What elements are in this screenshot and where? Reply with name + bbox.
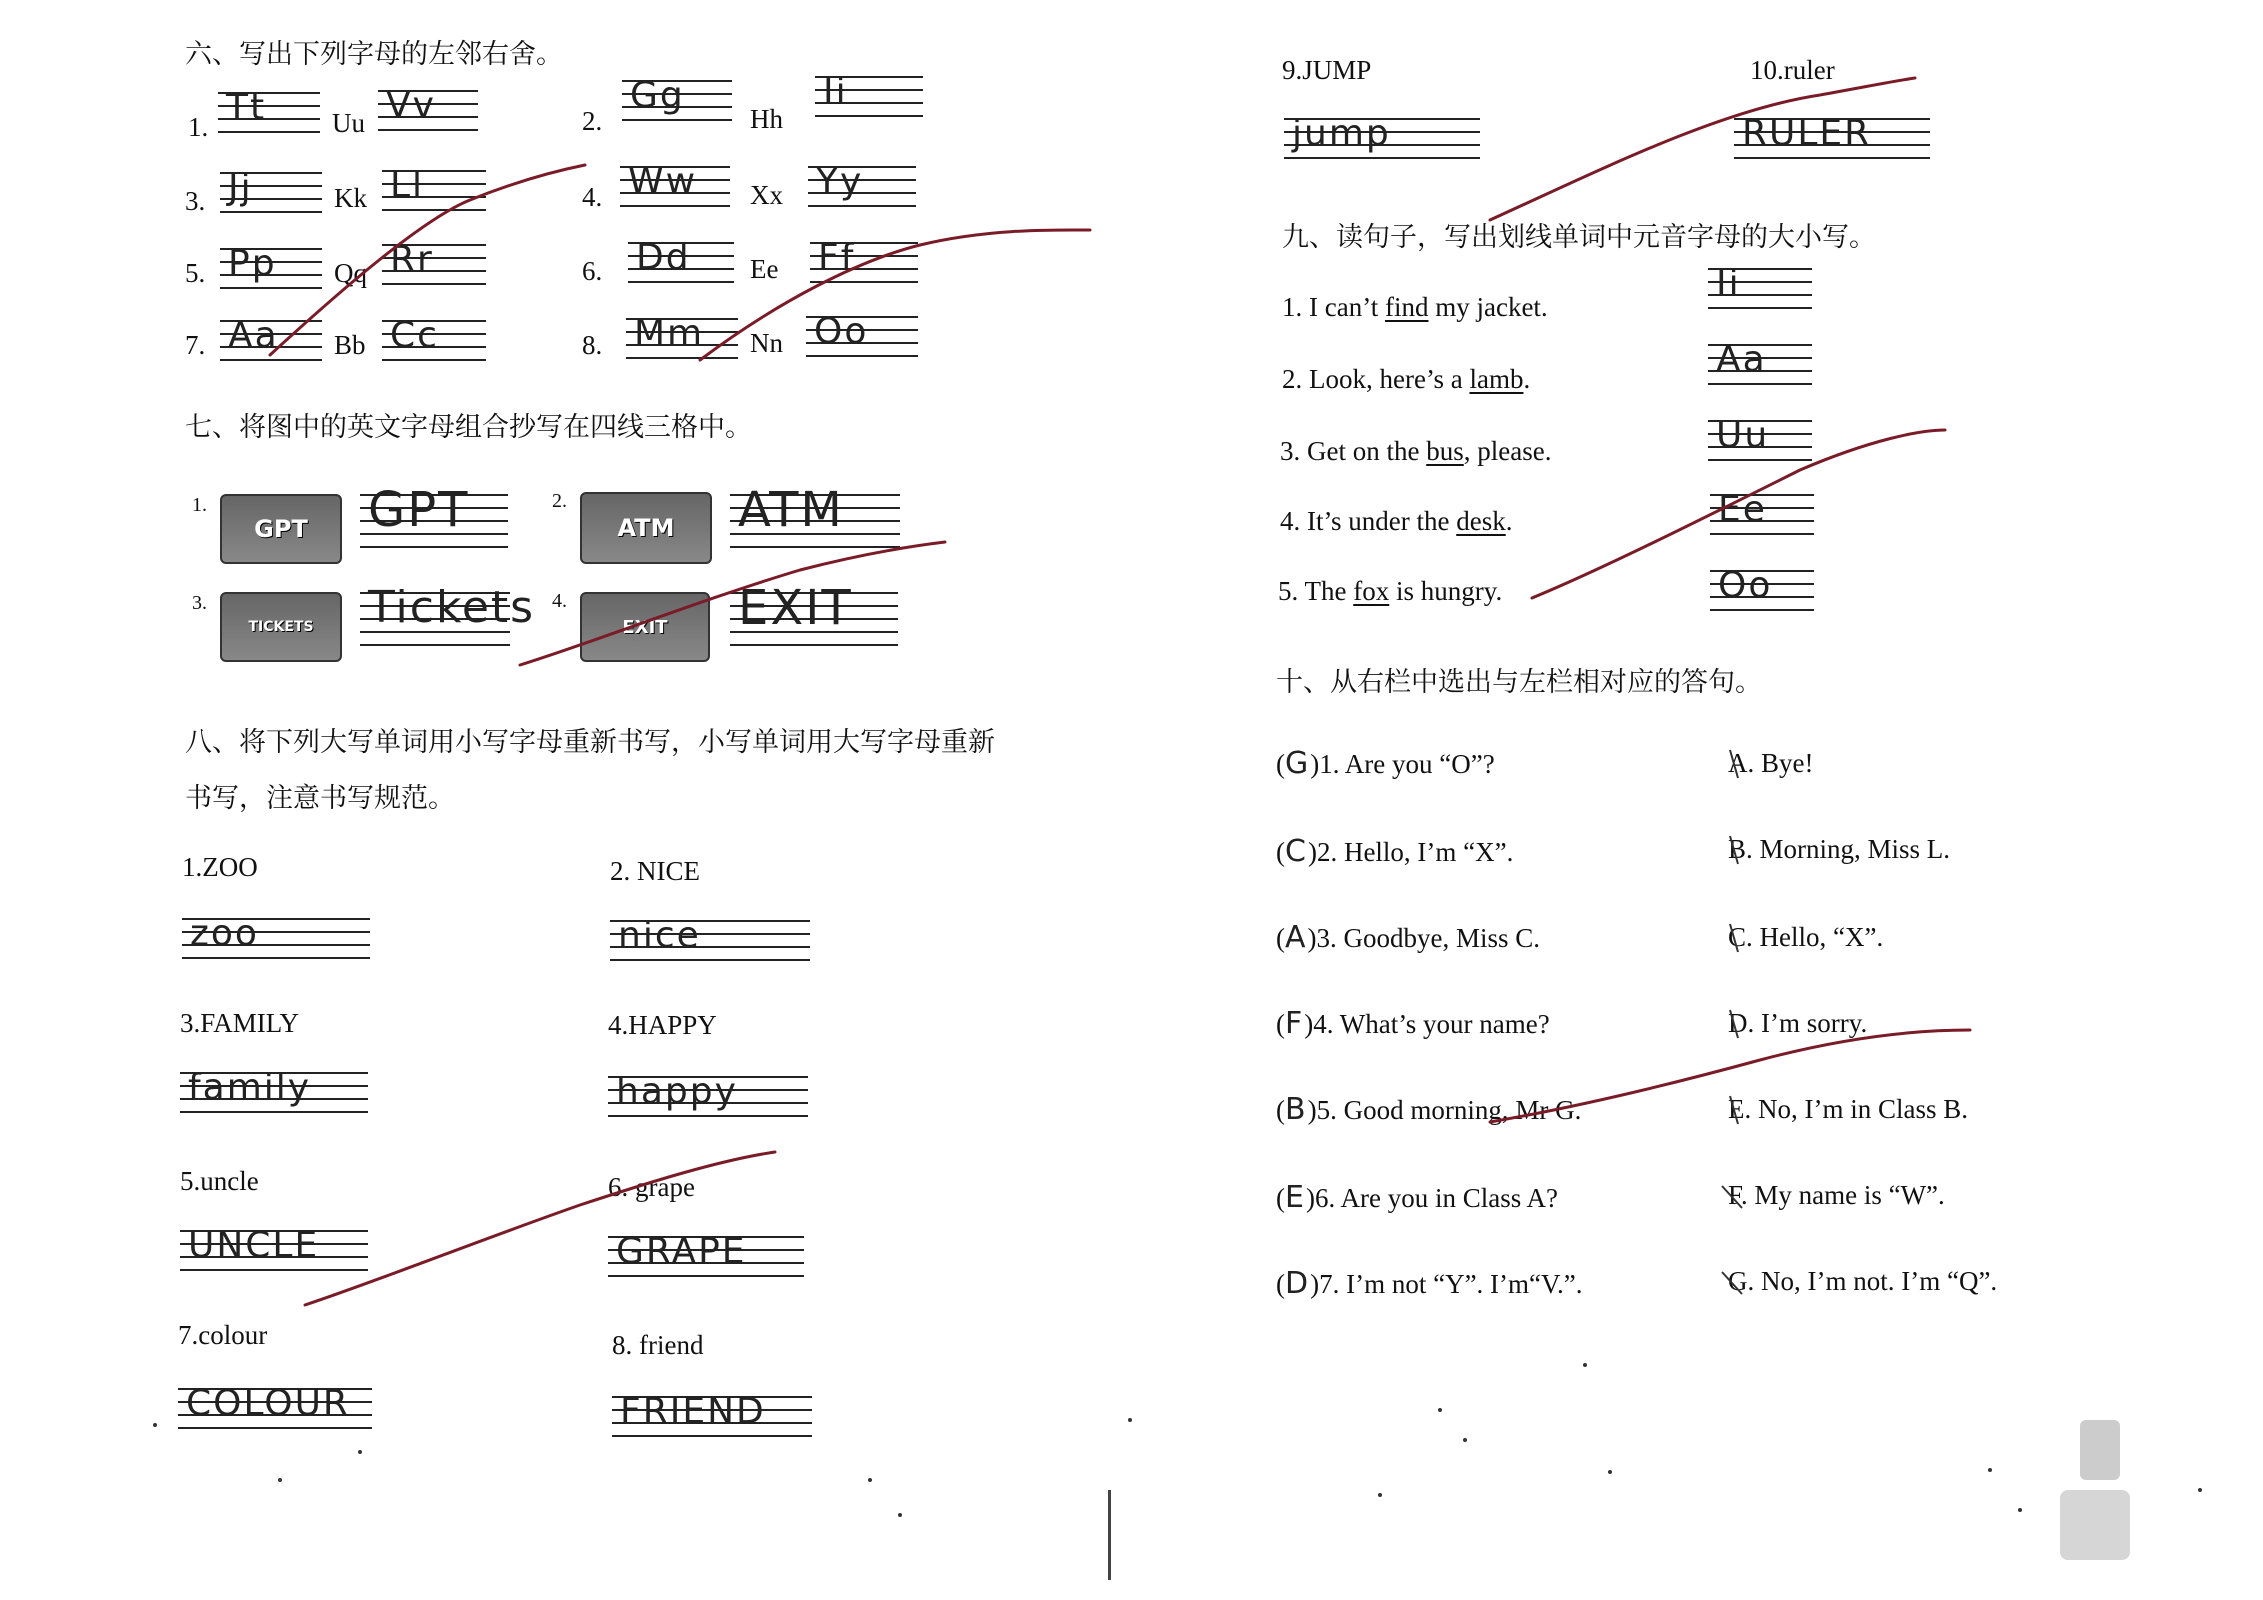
answer-left: Jj [220, 172, 322, 224]
option-tick-marks [1722, 750, 1742, 1294]
handwritten-answer: G [1285, 746, 1311, 781]
answer-lines: Aa [1708, 344, 1812, 396]
answer-lines: Oo [1710, 570, 1814, 622]
sentence: 5. The fox is hungry. [1278, 576, 1503, 606]
handwritten-answer: E [1285, 1180, 1306, 1215]
answer-lines: COLOUR [178, 1388, 372, 1438]
sec10-right-F: F. My name is “W”. [1728, 1180, 1945, 1210]
answer-left: Aa [220, 320, 322, 372]
sec10-left-3: (A)3. Goodbye, Miss C. [1276, 920, 1541, 955]
scan-line [1108, 1490, 1111, 1580]
handwritten-answer: C [1285, 834, 1308, 869]
section10-heading: 十、从右栏中选出与左栏相对应的答句。 [1276, 667, 1762, 698]
item-number: 1. [192, 494, 207, 516]
sec10-right-G: G. No, I’m not. I’m “Q”. [1728, 1266, 1998, 1296]
check-mark-sec7 [520, 542, 945, 665]
item-number: 1. [188, 112, 209, 142]
answer-lines: Ee [1710, 494, 1814, 546]
scan-noise [153, 1363, 2202, 1517]
sec10-right-A: A. Bye! [1728, 748, 1814, 778]
section6-heading: 六、写出下列字母的左邻右舍。 [185, 39, 563, 70]
word-label: 10.ruler [1750, 55, 1835, 85]
answer-lines: family [180, 1072, 368, 1122]
item-number: 4. [552, 590, 567, 612]
item-number: 3. [185, 186, 206, 216]
sec10-left-2: (C)2. Hello, I’m “X”. [1276, 834, 1514, 869]
given-letter: Uu [332, 108, 365, 138]
answer-right: Vv [378, 90, 478, 142]
sec10-right-C: C. Hello, “X”. [1728, 922, 1884, 952]
answer-right: Ii [815, 76, 923, 128]
answer-lines: zoo [182, 918, 370, 968]
answer-left: Tt [218, 92, 320, 144]
section8-heading-line1: 八、将下列大写单词用小写字母重新书写，小写单词用大写字母重新 [185, 727, 995, 758]
underlined-word: bus [1426, 436, 1464, 466]
handwritten-answer: B [1285, 1092, 1308, 1127]
answer-right: Oo [806, 316, 918, 368]
check-mark-sec6-right [700, 230, 1090, 360]
item-number: 8. [582, 330, 603, 360]
item-number: 2. [552, 490, 567, 512]
underlined-word: desk [1456, 506, 1506, 536]
answer-right: Yy [808, 166, 916, 218]
underlined-word: find [1384, 292, 1429, 322]
sec10-left-7: (D)7. I’m not “Y”. I’m“V.”. [1276, 1266, 1583, 1301]
handwritten-answer: F [1285, 1006, 1305, 1041]
item-number: 5. [185, 258, 206, 288]
answer-lines: GRAPE [608, 1236, 804, 1286]
gpt-image: GPT [220, 494, 342, 564]
answer-left: Gg [622, 80, 732, 132]
answer-left: Ww [620, 166, 730, 218]
sec10-right-D: D. I’m sorry. [1728, 1008, 1868, 1038]
answer-lines: Tickets [360, 592, 510, 656]
corner-stamp [2060, 1420, 2130, 1560]
answer-right: Cc [382, 320, 486, 372]
answer-left: Pp [220, 248, 322, 300]
given-letter: Kk [334, 183, 367, 213]
word-label: 2. NICE [610, 856, 700, 886]
word-label: 7.colour [178, 1320, 268, 1350]
section7-heading: 七、将图中的英文字母组合抄写在四线三格中。 [185, 412, 752, 443]
check-mark-sec8 [305, 1152, 775, 1305]
answer-lines: FRIEND [612, 1396, 812, 1446]
answer-right: Rr [382, 244, 486, 296]
answer-right: Ll [382, 170, 486, 222]
underlined-word: fox [1353, 576, 1390, 606]
item-number: 7. [185, 330, 206, 360]
section9-heading: 九、读句子，写出划线单词中元音字母的大小写。 [1282, 222, 1876, 253]
word-label: 9.JUMP [1282, 55, 1372, 85]
answer-lines: Ii [1708, 268, 1812, 320]
sec10-left-5: (B)5. Good morning, Mr G. [1276, 1092, 1582, 1127]
answer-lines: RULER [1734, 118, 1930, 168]
answer-lines: ATM [730, 494, 900, 558]
given-letter: Xx [750, 180, 783, 210]
sentence: 3. Get on the bus, please. [1280, 436, 1552, 466]
check-mark-sec9 [1532, 430, 1945, 598]
answer-left: Mm [626, 318, 738, 370]
answer-lines: GPT [360, 494, 508, 558]
check-mark-sec8-top [1490, 78, 1915, 220]
answer-lines: Uu [1708, 420, 1812, 472]
sec10-left-4: (F)4. What’s your name? [1276, 1006, 1550, 1041]
item-number: 3. [192, 592, 207, 614]
answer-lines: UNCLE [180, 1230, 368, 1280]
sentence: 2. Look, here’s a lamb. [1282, 364, 1531, 394]
underlined-word: lamb [1469, 364, 1524, 394]
sec10-left-6: (E)6. Are you in Class A? [1276, 1180, 1558, 1215]
item-number: 4. [582, 182, 603, 212]
sentence: 4. It’s under the desk. [1280, 506, 1513, 536]
given-letter: Nn [750, 328, 783, 358]
atm-image: ATM [580, 492, 712, 564]
handwritten-answer: A [1285, 920, 1308, 955]
word-label: 5.uncle [180, 1166, 259, 1196]
answer-lines: jump [1284, 118, 1480, 168]
answer-left: Dd [628, 242, 734, 294]
answer-lines: happy [608, 1076, 808, 1126]
word-label: 3.FAMILY [180, 1008, 300, 1038]
sentence: 1. I can’t find my jacket. [1282, 292, 1548, 322]
item-number: 6. [582, 256, 603, 286]
section8-heading-line2: 书写，注意书写规范。 [185, 783, 455, 814]
word-label: 1.ZOO [182, 852, 258, 882]
word-label: 4.HAPPY [608, 1010, 717, 1040]
answer-lines: EXIT [730, 592, 898, 656]
sec10-right-B: B. Morning, Miss L. [1728, 834, 1951, 864]
given-letter: Ee [750, 254, 779, 284]
sec10-left-1: (G)1. Are you “O”? [1276, 746, 1495, 781]
given-letter: Qq [334, 258, 367, 288]
sec10-right-E: E. No, I’m in Class B. [1728, 1094, 1968, 1124]
item-number: 2. [582, 106, 603, 136]
answer-right: Ff [810, 242, 918, 294]
given-letter: Hh [750, 104, 783, 134]
answer-lines: nice [610, 920, 810, 970]
handwritten-answer: D [1285, 1266, 1311, 1301]
check-mark-sec6-left [270, 165, 585, 355]
word-label: 6. grape [608, 1172, 695, 1202]
given-letter: Bb [334, 330, 366, 360]
exit-image: EXIT [580, 592, 710, 662]
word-label: 8. friend [612, 1330, 704, 1360]
tickets-image: TICKETS [220, 592, 342, 662]
check-mark-sec10 [1490, 1030, 1970, 1122]
